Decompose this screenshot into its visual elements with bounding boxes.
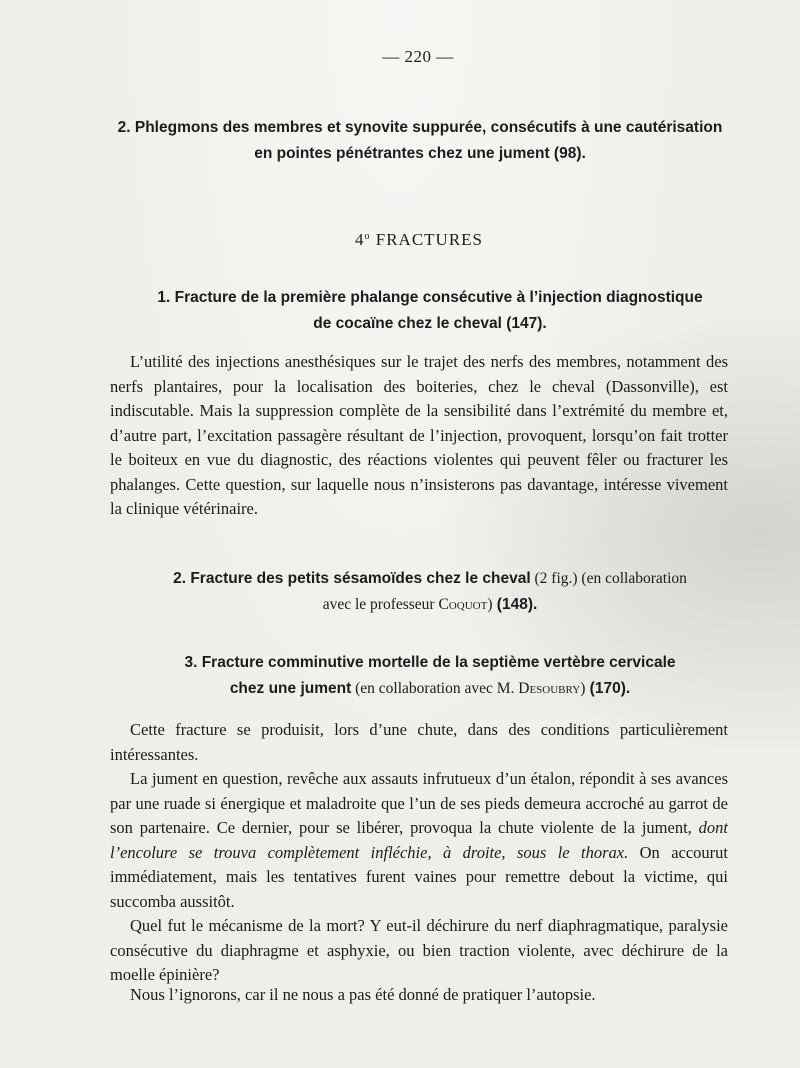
entry-heading-line [100, 676, 760, 702]
heading-plain-text: avec le professeur [322, 596, 439, 613]
entry-heading-fracture-2 [100, 566, 760, 618]
entry-heading-line: 3. Fracture comminutive mortelle de la septième vertèbre cervicale [184, 654, 676, 671]
paragraph-fracture-3-intro: Cette fracture se produisit, lors d’une chute, dans des conditions particulièrement intéressantes. [110, 720, 728, 764]
paragraph-fracture-1: L’utilité des injections anesthésiques sur le trajet des nerfs des membres, notamment des nerfs plantaires, pour la localisation des boiteries, chez le cheval (Dassonville), est indiscutable. Mais la suppression complète de la sensibilité dans l’extrémité du membre et, d’autre part, l’excitation passagère résultant de l’injection, provoquent, lorsqu’on fait trotter le boiteux en vue du diagnostic, des réactions violentes qui peuvent fêler ou fracturer les phalanges. Cette question, sur laquelle nous n’insisterons pas davantage, intéresse vivement la clinique vétérinaire. [110, 352, 728, 518]
paragraph-text: On accourut immédiatement, mais les tentatives furent vaines pour remettre debout la victime, qui succomba aussitôt. [110, 842, 729, 911]
heading-bold-text: 2. Fracture des petits sésamoïdes chez le cheval [173, 570, 531, 587]
entry-heading-line: de cocaïne chez le cheval (147). [313, 315, 547, 332]
heading-plain-text: ) [487, 596, 493, 613]
entry-heading-line: en pointes pénétrantes chez une jument (98). [254, 145, 586, 162]
entry-heading-line: 1. Fracture de la première phalange consécutive à l’injection diagnostique [157, 289, 703, 306]
paragraph-fracture-3-conclusion: Nous l’ignorons, car il ne nous a pas été donné de pratiquer l’autopsie. [130, 985, 596, 1004]
collaborator-name: Coquot [438, 596, 488, 613]
heading-plain-text: ) [580, 680, 586, 697]
page-number: — 220 — [382, 47, 454, 66]
section-ordinal-mark: o [364, 231, 371, 242]
heading-bold-text: chez une jument [229, 680, 352, 697]
paragraph-text: La jument en question, revêche aux assauts infrutueux d’un étalon, répondit à ses avances par une ruade si énergique et maladroite que l’un de ses pieds demeura accroché au garrot de son partenaire. Ce dernier, pour se libérer, provoqua la chute violente de la jument, [110, 769, 728, 837]
paragraph-italic-text: dont l’encolure se trouva complètement infléchie, à droite, sous le thorax. [110, 818, 728, 862]
paragraph-fracture-3-account [110, 767, 728, 914]
reference-number: (148). [492, 596, 538, 613]
heading-plain-text: (en collaboration avec M. [351, 680, 519, 697]
heading-plain-text: (2 fig.) (en collaboration [530, 570, 687, 587]
section-title [0, 230, 800, 250]
paragraph-fracture-3-question: Quel fut le mécanisme de la mort? Y eut-il déchirure du nerf diaphragmatique, paralysie consécutive du diaphragme et asphyxie, ou bien traction violente, avec déchirure de la moelle épinière? [110, 916, 728, 984]
entry-heading-line: 2. Phlegmons des membres et synovite suppurée, consécutifs à une cautérisation [117, 119, 723, 136]
section-title-text: FRACTURES [375, 230, 483, 249]
collaborator-name: Desoubry [518, 680, 581, 697]
entry-heading-line [100, 566, 760, 592]
reference-number: (170). [585, 680, 631, 697]
entry-heading-fracture-1 [100, 285, 760, 337]
entry-heading-phlegmons [100, 115, 740, 167]
entry-heading-line [100, 592, 760, 618]
section-number: 4 [355, 230, 365, 249]
entry-heading-fracture-3 [100, 650, 760, 702]
